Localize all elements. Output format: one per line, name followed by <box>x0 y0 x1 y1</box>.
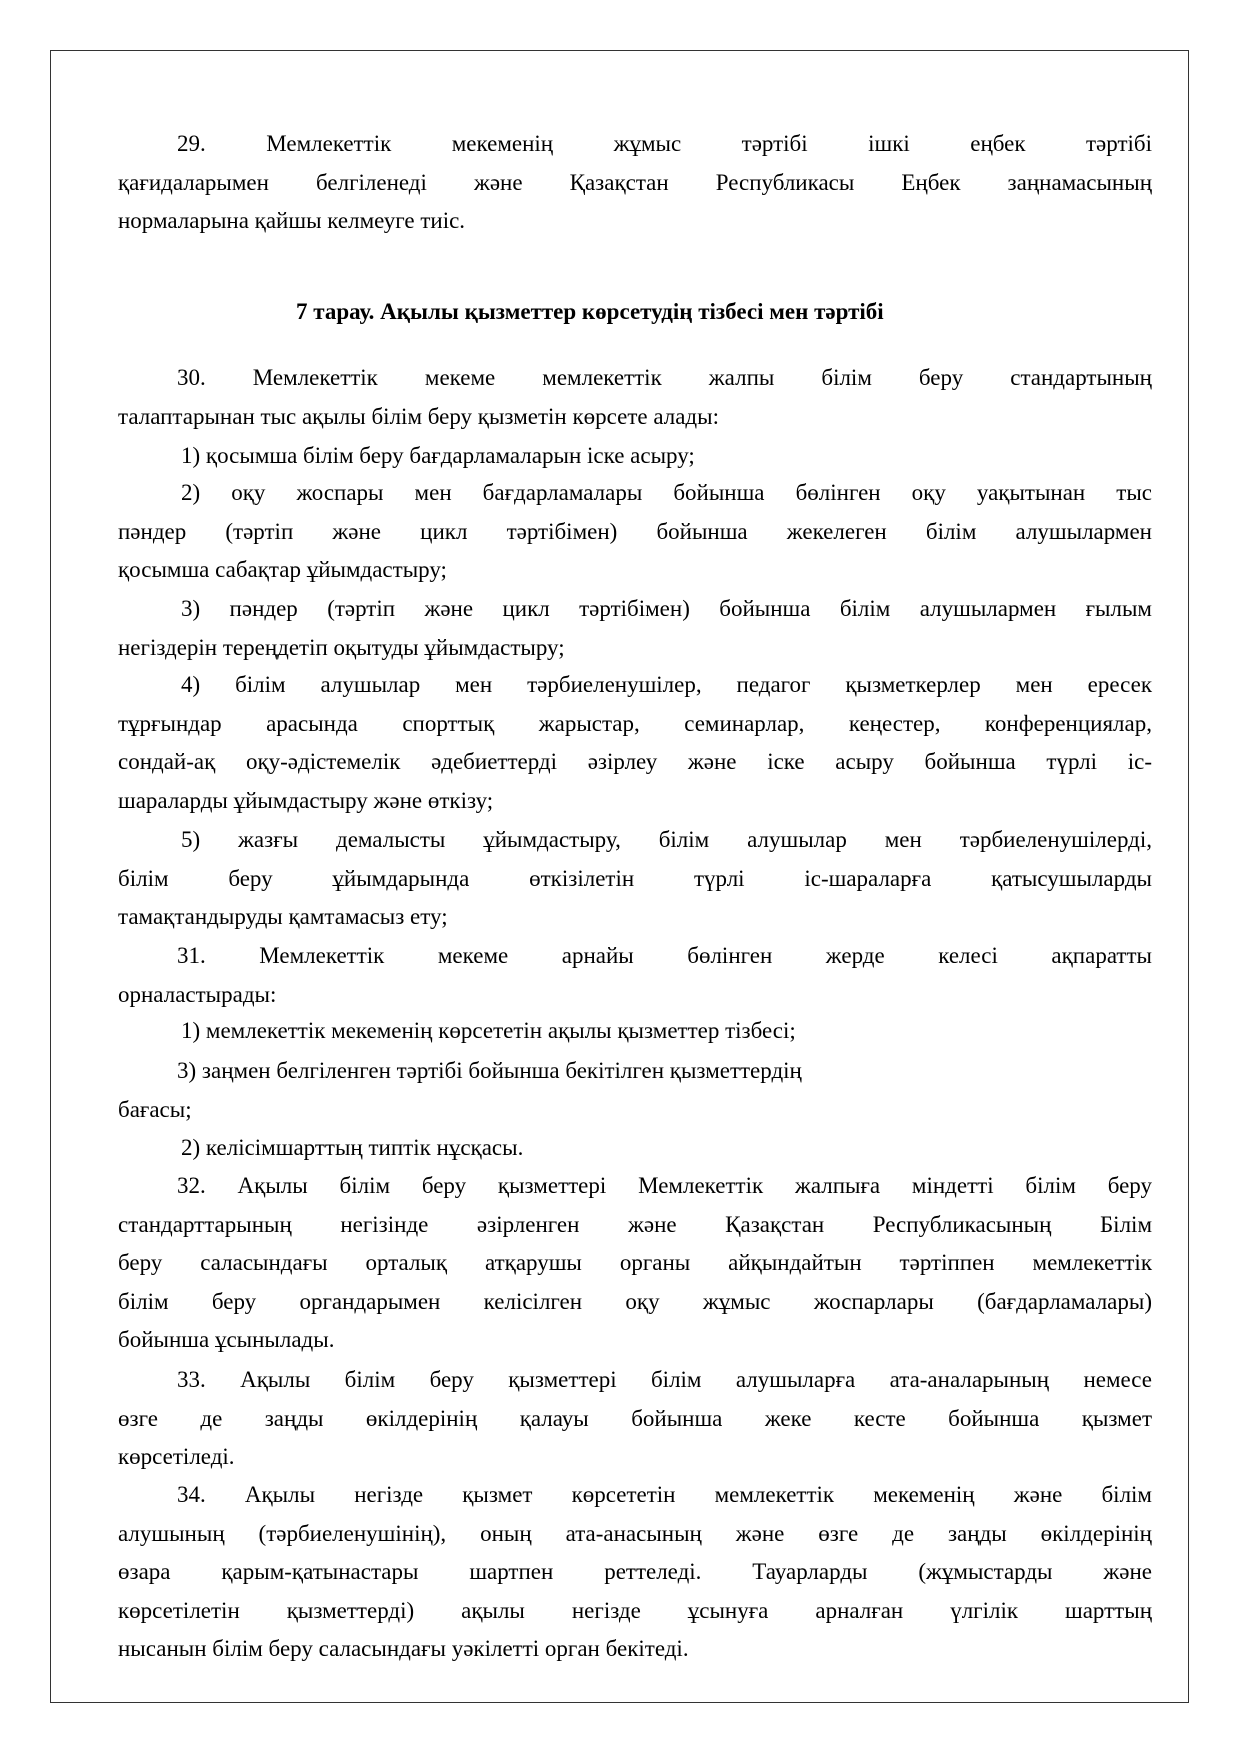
text-line: стандарттарының негізінде әзірленген және Қазақстан Республикасының Білім <box>118 1211 1152 1237</box>
text-line: беру саласындағы орталық атқарушы органы айқындайтын тәртіппен мемлекеттік <box>118 1250 1152 1276</box>
text-line: 2) оқу жоспары мен бағдарламалары бойынша бөлінген оқу уақытынан тыс <box>181 480 1152 505</box>
text-line: тамақтандыруды қамтамасыз ету; <box>118 904 448 930</box>
paragraph-p30-2 <box>118 474 1152 590</box>
paragraph-p30-1 <box>118 437 1152 476</box>
text-line: 32. Ақылы білім беру қызметтері Мемлекеттік жалпыға міндетті білім беру <box>177 1173 1152 1198</box>
text-line: 4) білім алушылар мен тәрбиеленушілер, педагог қызметкерлер мен ересек <box>181 672 1152 697</box>
paragraph-p30-5 <box>118 821 1152 937</box>
text-line: негіздерін тереңдетіп оқытуды ұйымдастыру; <box>118 634 565 660</box>
text-line: 1) мемлекеттік мекеменің көрсететін ақылы қызметтер тізбесі; <box>181 1018 796 1043</box>
text-line: қосымша сабақтар ұйымдастыру; <box>118 557 447 583</box>
text-line: бағасы; <box>118 1096 192 1122</box>
text-line: 29. Мемлекеттік мекеменің жұмыс тәртібі ішкі еңбек тәртібі <box>177 131 1152 156</box>
text-line: көрсетілетін қызметтерді) ақылы негізде ұсынуға арналған үлгілік шарттың <box>118 1597 1152 1623</box>
text-line: өзге де заңды өкілдерінің қалауы бойынша жеке кесте бойынша қызмет <box>118 1405 1152 1431</box>
paragraph-p30-4 <box>118 666 1152 820</box>
text-line: нысанын білім беру саласындағы уәкілетті орган бекітеді. <box>118 1636 689 1662</box>
text-line: 34. Ақылы негізде қызмет көрсететін мемлекеттік мекеменің және білім <box>177 1482 1152 1507</box>
text-line: 33. Ақылы білім беру қызметтері білім алушыларға ата-аналарының немесе <box>177 1367 1152 1392</box>
text-line: сондай-ақ оқу-әдістемелік әдебиеттерді әзірлеу және іске асыру бойынша түрлі іс- <box>118 749 1152 775</box>
paragraph-p31-3 <box>118 1052 1152 1129</box>
text-line: өзара қарым-қатынастары шартпен реттеледі. Тауарларды (жұмыстарды және <box>118 1559 1152 1585</box>
paragraph-p31-2 <box>118 1129 1152 1168</box>
text-line: алушының (тәрбиеленушінің), оның ата-анасының және өзге де заңды өкілдерінің <box>118 1520 1152 1546</box>
text-line: білім беру органдарымен келісілген оқу жұмыс жоспарлары (бағдарламалары) <box>118 1288 1152 1314</box>
text-line: шараларды ұйымдастыру және өткізу; <box>118 787 494 813</box>
text-line: білім беру ұйымдарында өткізілетін түрлі іс-шараларға қатысушыларды <box>118 865 1152 891</box>
text-line: пәндер (тәртіп және цикл тәртібімен) бойынша жекелеген білім алушылармен <box>118 518 1152 544</box>
paragraph-p30-3 <box>118 590 1152 667</box>
paragraph-p33 <box>118 1361 1152 1477</box>
text-line: 1) қосымша білім беру бағдарламаларын іске асыру; <box>181 443 695 468</box>
text-line: талаптарынан тыс ақылы білім беру қызметін көрсете алады: <box>118 403 719 429</box>
paragraph-p34 <box>118 1476 1152 1669</box>
text-line: 2) келісімшарттың типтік нұсқасы. <box>181 1135 524 1160</box>
text-line: 5) жазғы демалысты ұйымдастыру, білім алушылар мен тәрбиеленушілерді, <box>181 827 1152 852</box>
text-line: көрсетіледі. <box>118 1444 235 1470</box>
text-line: 3) заңмен белгіленген тәртібі бойынша бекітілген қызметтердің <box>177 1058 802 1083</box>
text-line: орналастырады: <box>118 981 277 1007</box>
paragraph-p29 <box>118 125 1152 241</box>
paragraph-p30 <box>118 359 1152 436</box>
text-line: 3) пәндер (тәртіп және цикл тәртібімен) бойынша білім алушылармен ғылым <box>181 596 1152 621</box>
text-line: 30. Мемлекеттік мекеме мемлекеттік жалпы білім беру стандартының <box>177 365 1152 390</box>
text-line: 31. Мемлекеттік мекеме арнайы бөлінген жерде келесі ақпаратты <box>177 943 1152 968</box>
text-line: тұрғындар арасында спорттық жарыстар, семинарлар, кеңестер, конференциялар, <box>118 710 1152 736</box>
section-heading: 7 тарау. Ақылы қызметтер көрсетудің тізбесі мен тәртібі <box>296 299 884 324</box>
text-line: қағидаларымен белгіленеді және Қазақстан Республикасы Еңбек заңнамасының <box>118 169 1152 195</box>
paragraph-p31 <box>118 937 1152 1014</box>
paragraph-p32 <box>118 1167 1152 1360</box>
paragraph-p31-1 <box>118 1012 1152 1051</box>
text-line: нормаларына қайшы келмеуге тиіс. <box>118 208 466 234</box>
text-line: бойынша ұсынылады. <box>118 1327 335 1353</box>
